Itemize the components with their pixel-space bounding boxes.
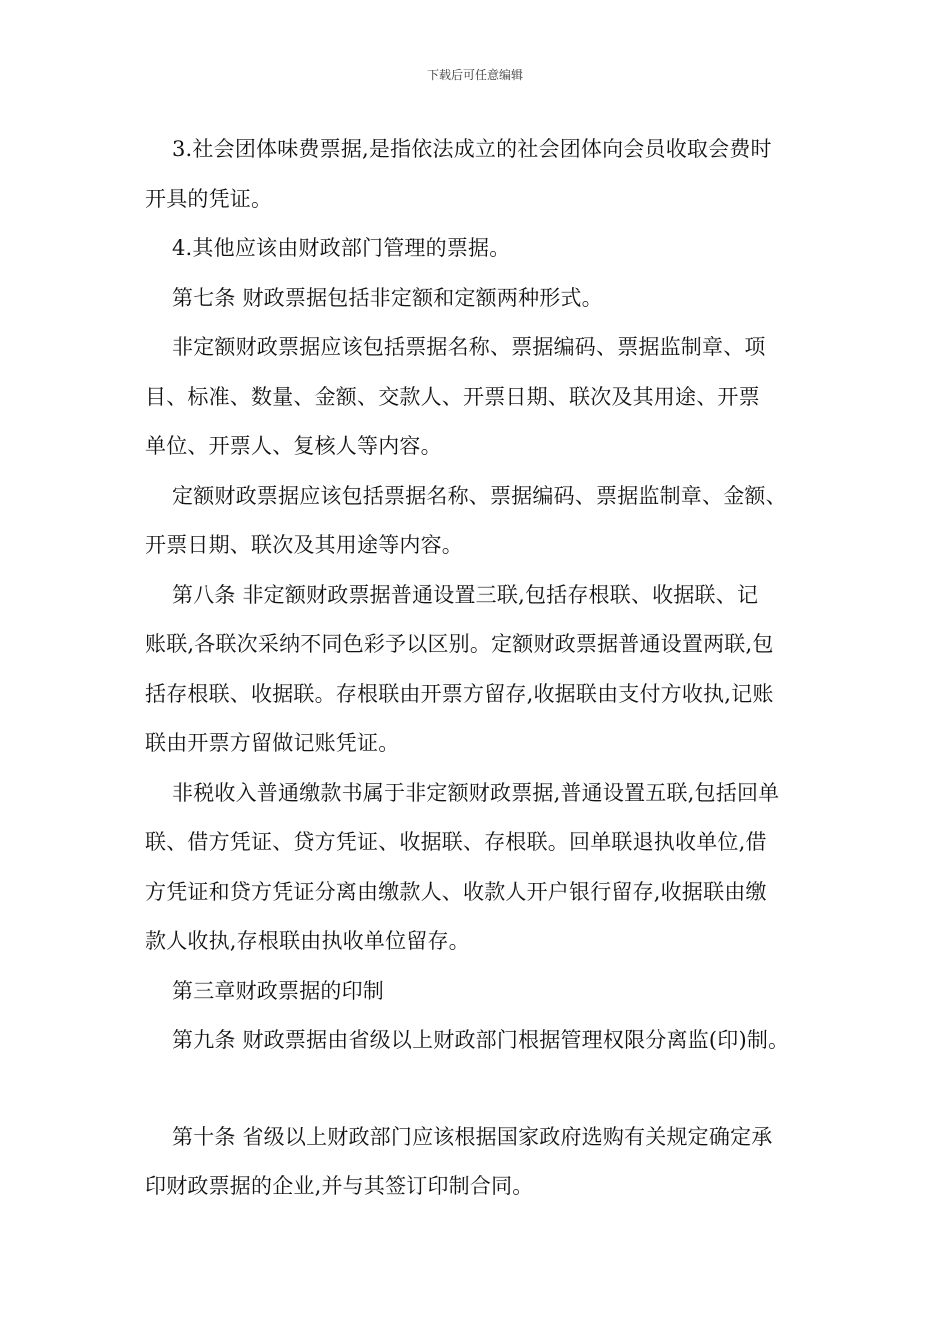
page-header: 下载后可任意编辑 [426,68,523,82]
text-line: 开票日期、联次及其用途等内容。 [145,533,463,557]
paragraph-non-tax-payment [145,769,825,967]
text-line: 联、借方凭证、贷方凭证、收据联、存根联。回单联退执收单位,借 [145,830,767,854]
text-line: 账联,各联次采纳不同色彩予以区别。定额财政票据普通设置两联,包 [145,632,774,656]
text-line: 第十条 省级以上财政部门应该根据国家政府选购有关规定确定承 [172,1124,773,1149]
paragraph-article-9 [145,1016,825,1066]
blank-spacer [145,1066,825,1113]
paragraph-item-4 [145,224,825,274]
text-line: 3.社会团体味费票据,是指依法成立的社会团体向会员收取会费时 [172,137,772,161]
paragraph-article-8 [145,571,825,769]
text-line: 第七条 财政票据包括非定额和定额两种形式。 [172,285,603,310]
text-line: 4.其他应该由财政部门管理的票据。 [172,236,511,260]
text-line: 括存根联、收据联。存根联由开票方留存,收据联由支付方收执,记账 [145,681,774,706]
text-line: 目、标准、数量、金额、交款人、开票日期、联次及其用途、开票 [145,384,760,409]
text-line: 方凭证和贷方凭证分离由缴款人、收款人开户银行留存,收据联由缴 [145,879,767,904]
paragraph-article-7 [145,274,825,324]
text-line: 第三章财政票据的印制 [172,978,384,1003]
text-line: 定额财政票据应该包括票据名称、票据编码、票据监制章、金额、 [172,483,787,508]
text-line: 款人收执,存根联由执收单位留存。 [145,929,470,953]
text-line: 联由开票方留做记账凭证。 [145,731,400,755]
text-line: 第九条 财政票据由省级以上财政部门根据管理权限分离监(印)制。 [172,1028,790,1052]
text-line: 单位、开票人、复核人等内容。 [145,434,442,458]
chapter-heading [145,967,825,1017]
text-line: 非定额财政票据应该包括票据名称、票据编码、票据监制章、项 [172,335,766,359]
document-body [145,125,825,1212]
text-line: 开具的凭证。 [145,186,273,211]
paragraph-article-10 [145,1113,825,1212]
paragraph-fixed-contents [145,472,825,571]
paragraph-item-3 [145,125,825,224]
text-line: 第八条 非定额财政票据普通设置三联,包括存根联、收据联、记 [172,582,759,607]
text-line: 非税收入普通缴款书属于非定额财政票据,普通设置五联,包括回单 [172,780,780,805]
text-line: 印财政票据的企业,并与其签订印制合同。 [145,1174,534,1198]
paragraph-non-fixed-contents [145,323,825,472]
